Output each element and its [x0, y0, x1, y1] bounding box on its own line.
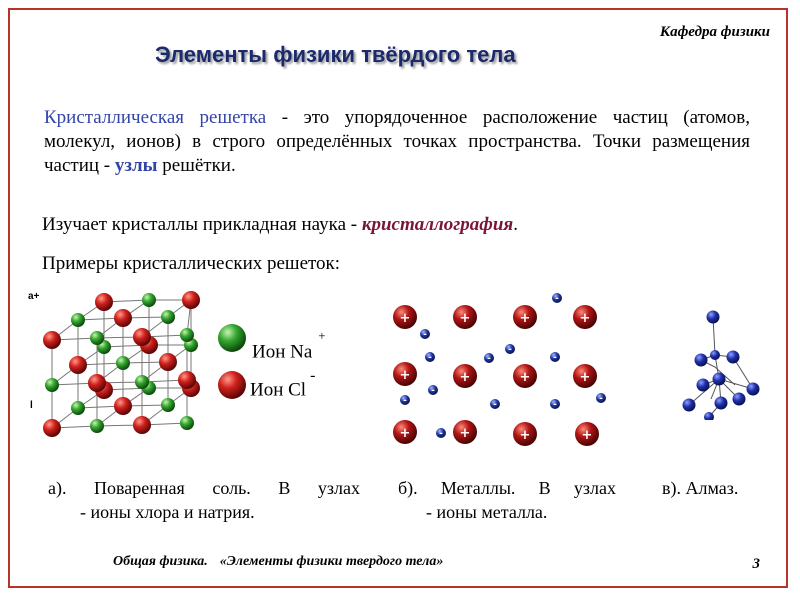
svg-text:-: -	[439, 429, 443, 439]
svg-text:-: -	[403, 396, 407, 406]
definition-text-2: решётки.	[157, 155, 236, 176]
svg-text:-: -	[423, 330, 427, 340]
svg-text:-: -	[553, 353, 557, 363]
diamond-lattice-image	[675, 305, 775, 420]
department-label: Кафедра физики	[659, 24, 770, 40]
na-ion-charge: +	[318, 328, 326, 343]
definition-text-1: - это упорядоченное расположение частиц (атомов, молекул, ионов) в строго определённых точках пространства. Точки размещения частиц -	[44, 107, 750, 176]
svg-text:-: -	[487, 354, 491, 364]
svg-text:+: +	[459, 311, 471, 326]
footer-topic: «Элементы физики твердого тела»	[219, 554, 444, 569]
caption-salt	[48, 476, 360, 524]
svg-text:+: +	[459, 370, 471, 385]
cl-ion-charge: -	[310, 367, 316, 384]
svg-text:-: -	[431, 386, 435, 396]
svg-text:+: +	[581, 428, 593, 443]
na-ion-text: Ион Na	[252, 341, 313, 363]
slide-footer	[113, 554, 443, 570]
svg-text:+: +	[579, 311, 591, 326]
nacl-ions	[43, 291, 200, 437]
study-sentence	[42, 214, 518, 236]
svg-text:+: +	[579, 370, 591, 385]
definition-paragraph	[44, 106, 750, 178]
metal-ions	[393, 305, 599, 446]
svg-text:+: +	[399, 368, 411, 383]
cl-ion-text: Ион Cl	[250, 379, 307, 401]
edge-label-top: a+	[28, 291, 40, 302]
definition-term: Кристаллическая решетка	[44, 107, 267, 128]
caption-salt-line2: - ионы хлора и натрия.	[80, 502, 255, 522]
svg-text:+: +	[399, 426, 411, 441]
caption-diamond: в). Алмаз.	[662, 478, 739, 498]
svg-text:-: -	[508, 345, 512, 355]
svg-text:-: -	[599, 394, 603, 404]
svg-text:-: -	[555, 294, 559, 304]
examples-heading: Примеры кристаллических решеток:	[42, 253, 341, 274]
slide-title: Элементы физики твёрдого тела	[155, 42, 516, 67]
na-ion-label	[252, 328, 326, 363]
na-ion-icon	[216, 322, 248, 354]
nacl-lattice-image	[30, 290, 210, 445]
study-end: .	[513, 214, 518, 235]
svg-text:+: +	[399, 311, 411, 326]
cl-ion-label	[250, 367, 316, 401]
svg-text:-: -	[428, 353, 432, 363]
cl-ion-icon	[216, 369, 248, 401]
edge-label-bottom: l	[30, 400, 33, 411]
metal-lattice-image	[385, 292, 610, 452]
svg-text:+: +	[459, 426, 471, 441]
diamond-atoms	[683, 311, 760, 421]
svg-text:-: -	[493, 400, 497, 410]
footer-course: Общая физика.	[113, 554, 208, 569]
caption-salt-line1: а). Поваренная соль. В узлах	[48, 478, 360, 498]
caption-metal-line1: б). Металлы. В узлах	[398, 478, 616, 498]
svg-text:-: -	[553, 400, 557, 410]
caption-metal-line2: - ионы металла.	[426, 502, 548, 522]
page-number: 3	[752, 556, 760, 572]
study-text: Изучает кристаллы прикладная наука -	[42, 214, 362, 235]
caption-metal	[398, 476, 616, 524]
definition-nodes: узлы	[114, 155, 158, 176]
science-name: кристаллография	[361, 214, 514, 235]
svg-text:+: +	[519, 428, 531, 443]
svg-text:+: +	[519, 311, 531, 326]
svg-text:+: +	[519, 370, 531, 385]
